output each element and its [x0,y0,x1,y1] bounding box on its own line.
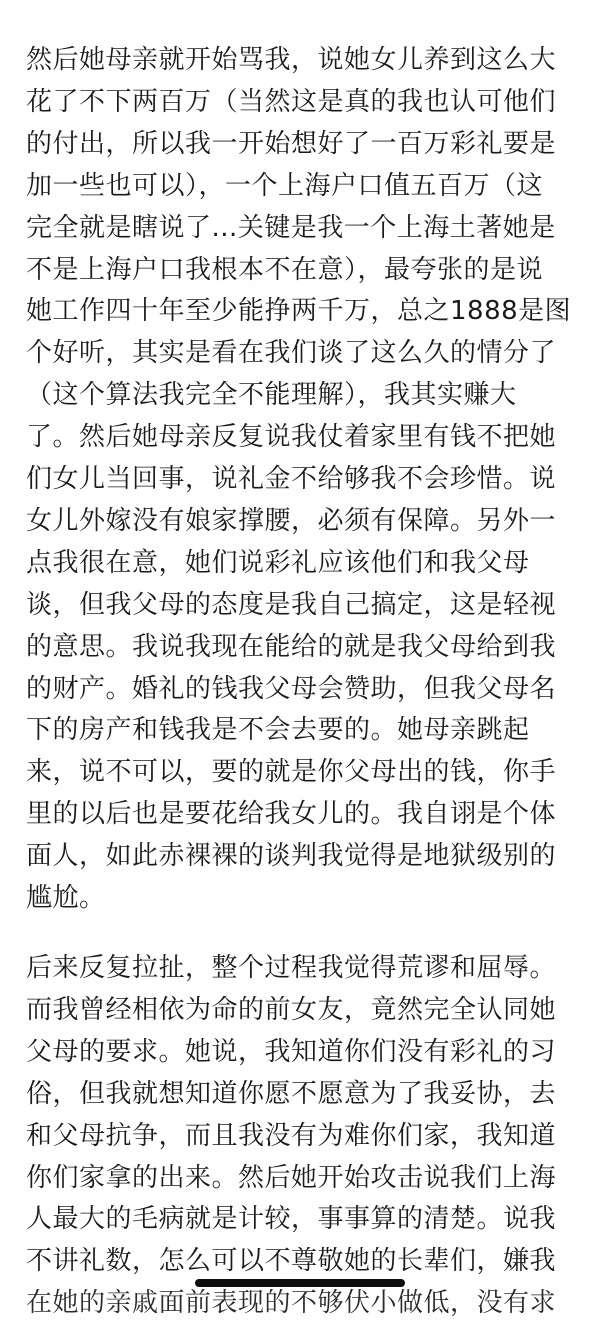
text-line: 的付出，所以我一开始想好了一百万彩礼要是 [26,128,557,159]
text-line: 来，说不可以，要的就是你父母出的钱，你手 [26,757,557,788]
text-line: 花了不下两百万（当然这是真的我也认可他们 [26,86,557,117]
text-line: 俗，但我就想知道你愿不愿意为了我妥协，去 [26,1078,557,1109]
text-line: 在她的亲戚面前表现的不够伏小做低，没有求 [26,1288,557,1319]
text-line: 父母的要求。她说，我知道你们没有彩礼的习 [26,1036,557,1067]
text-line: 加一些也可以），一个上海户口值五百万（这 [26,170,544,201]
text-line: 的意思。我说我现在能给的就是我父母给到我 [26,631,557,662]
text-line: 点我很在意，她们说彩礼应该他们和我父母 [26,547,530,578]
text-line: 你们家拿的出来。然后她开始攻击说我们上海 [26,1162,557,1193]
text-line: 谈，但我父母的态度是我自己搞定，这是轻视 [26,589,557,620]
text-line: 了。然后她母亲反复说我仗着家里有钱不把她 [26,422,557,453]
text-line: 女儿外嫁没有娘家撑腰，必须有保障。另外一 [26,505,557,536]
text-line: 个好听，其实是看在我们谈了这么久的情分了 [26,338,557,369]
text-line: （这个算法我完全不能理解），我其实赚大 [26,380,517,411]
text-line: 不是上海户口我根本不在意），最夸张的是说 [26,254,544,285]
text-line: 里的以后也是要花给我女儿的。我自诩是个体 [26,799,557,830]
text-line: 不讲礼数，怎么可以不尊敬她的长辈们，嫌我 [26,1246,557,1277]
text-line: 们女儿当回事，说礼金不给够我不会珍惜。说 [26,464,557,494]
text-line: 人最大的毛病就是计较，事事算的清楚。说我 [26,1204,557,1235]
text-line: 下的房产和钱我是不会去要的。她母亲跳起 [26,715,530,746]
text-line: 的财产。婚礼的钱我父母会赞助，但我父母名 [26,673,557,704]
text-line: 完全就是瞎说了...关键是我一个上海土著她是 [26,212,556,243]
text-line: 尴尬。 [26,883,106,913]
home-indicator-bar[interactable] [195,1279,405,1287]
text-line: 她工作四十年至少能挣两千万，总之1888是图 [26,296,572,327]
text-line: 和父母抗争，而且我没有为难你们家，我知道 [26,1120,557,1151]
text-line: 面人，如此赤裸裸的谈判我觉得是地狱级别的 [26,841,557,872]
text-line: 然后她母亲就开始骂我，说她女儿养到这么大 [26,45,557,75]
text-line: 而我曾经相依为命的前女友，竟然完全认同她 [26,994,557,1025]
text-line: 后来反复拉扯，整个过程我觉得荒谬和屈辱。 [26,953,557,983]
